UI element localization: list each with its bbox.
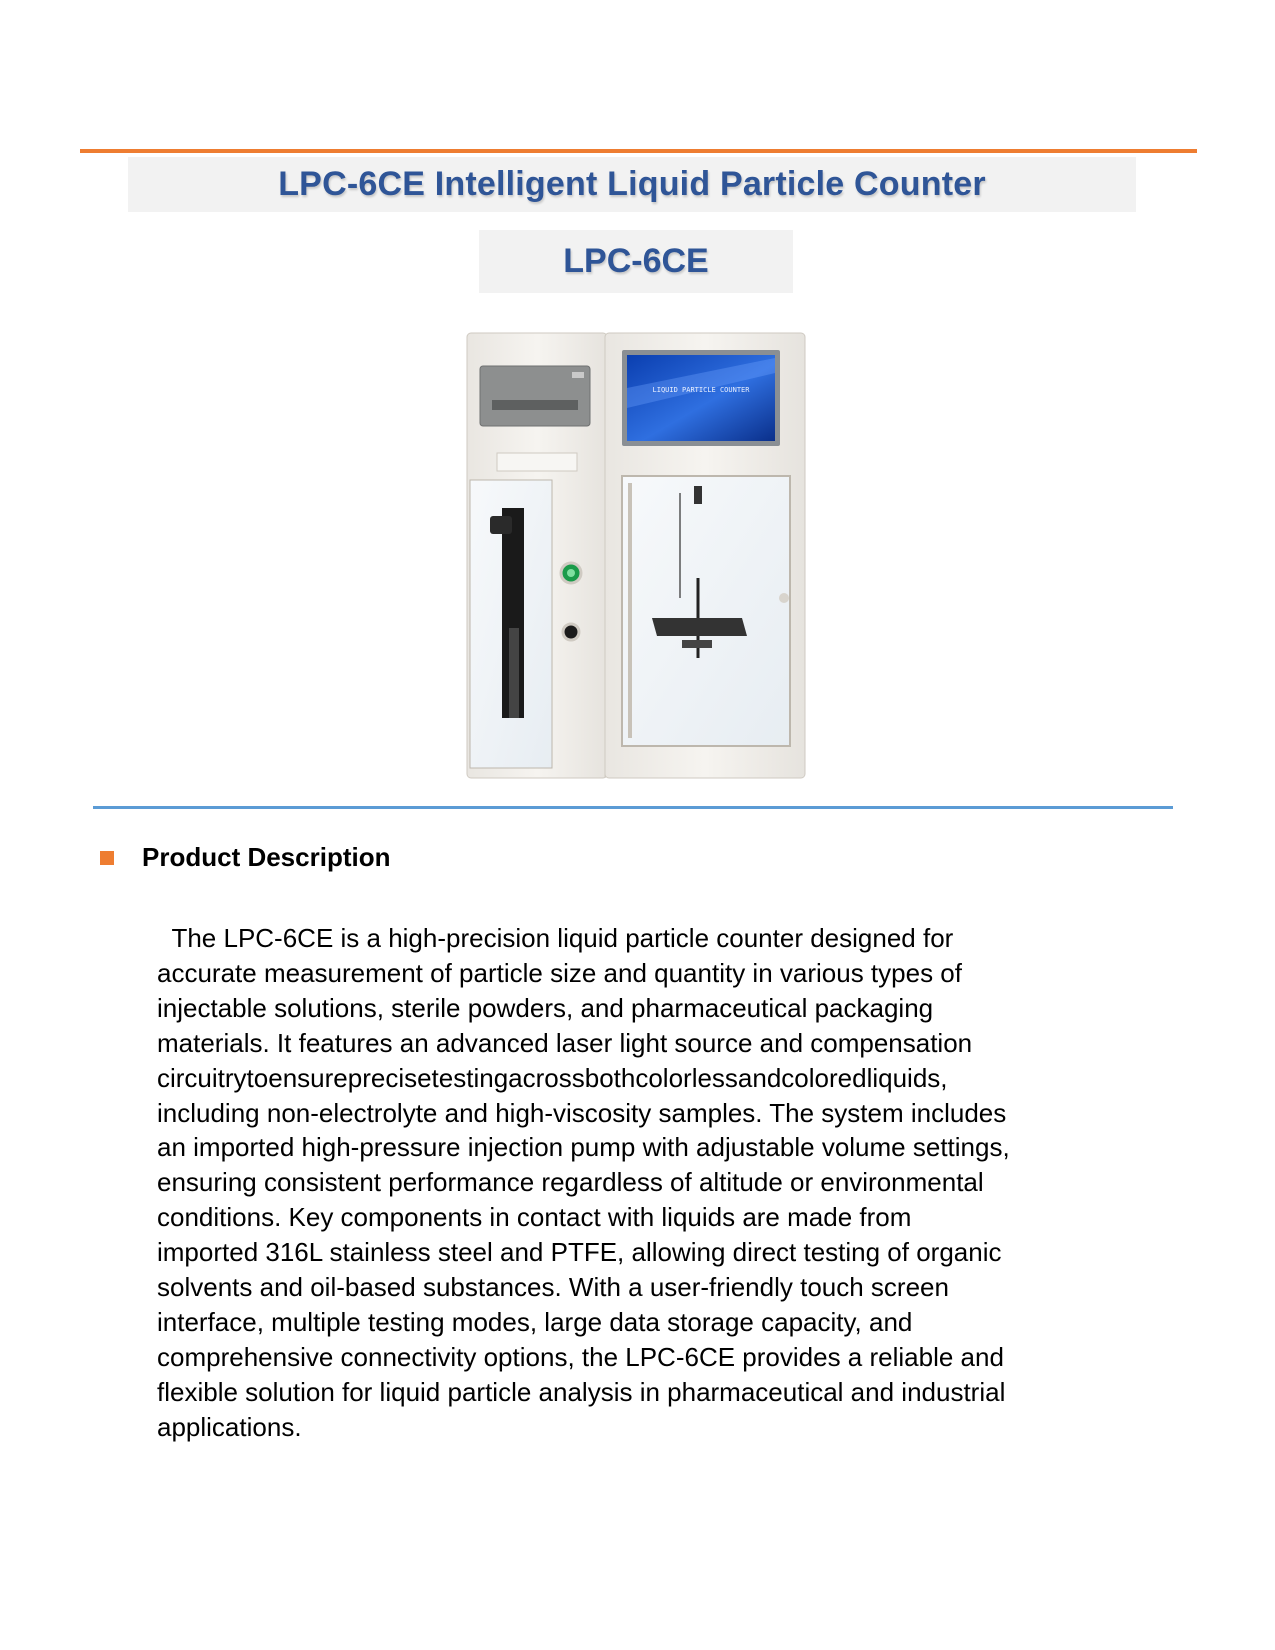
- description-line: interface, multiple testing modes, large data storage capacity, and: [157, 1306, 913, 1337]
- description-line: including non-electrolyte and high-viscosity samples. The system includes: [157, 1097, 1007, 1128]
- description-line: injectable solutions, sterile powders, and pharmaceutical packaging: [157, 992, 934, 1023]
- product-description: [157, 921, 1117, 1445]
- title-banner: [128, 157, 1136, 212]
- top-orange-rule: [80, 149, 1197, 153]
- description-line: imported 316L stainless steel and PTFE, allowing direct testing of organic: [157, 1237, 1002, 1268]
- description-line: conditions. Key components in contact with liquids are made from: [157, 1202, 912, 1233]
- description-line: materials. It features an advanced laser light source and compensation: [157, 1027, 973, 1058]
- screen-label: LIQUID PARTICLE COUNTER: [652, 386, 750, 394]
- sample-chamber: [622, 476, 790, 746]
- description-line: circuitrytoensureprecisetestingacrossbothcolorlessandcoloredliquids,: [157, 1062, 948, 1093]
- section-divider: [93, 806, 1173, 809]
- product-image: [462, 328, 812, 783]
- description-line: accurate measurement of particle size and quantity in various types of: [157, 957, 962, 988]
- section-header: [100, 842, 390, 873]
- description-line: ensuring consistent performance regardless of altitude or environmental: [157, 1167, 984, 1198]
- square-bullet-icon: [100, 851, 114, 865]
- section-title: Product Description: [142, 842, 391, 872]
- model-banner: [479, 230, 793, 293]
- description-line: comprehensive connectivity options, the LPC-6CE provides a reliable and: [157, 1341, 1004, 1372]
- description-line: flexible solution for liquid particle analysis in pharmaceutical and industrial: [157, 1376, 1006, 1407]
- description-line: applications.: [157, 1411, 302, 1442]
- key-switch: [563, 624, 579, 640]
- page-title: LPC-6CE Intelligent Liquid Particle Counter: [278, 165, 986, 203]
- description-line: The LPC-6CE is a high-precision liquid particle counter designed for: [157, 923, 954, 953]
- description-line: an imported high-pressure injection pump with adjustable volume settings,: [157, 1132, 1010, 1163]
- description-line: solvents and oil-based substances. With a user-friendly touch screen: [157, 1272, 949, 1303]
- model-number: LPC-6CE: [563, 242, 709, 280]
